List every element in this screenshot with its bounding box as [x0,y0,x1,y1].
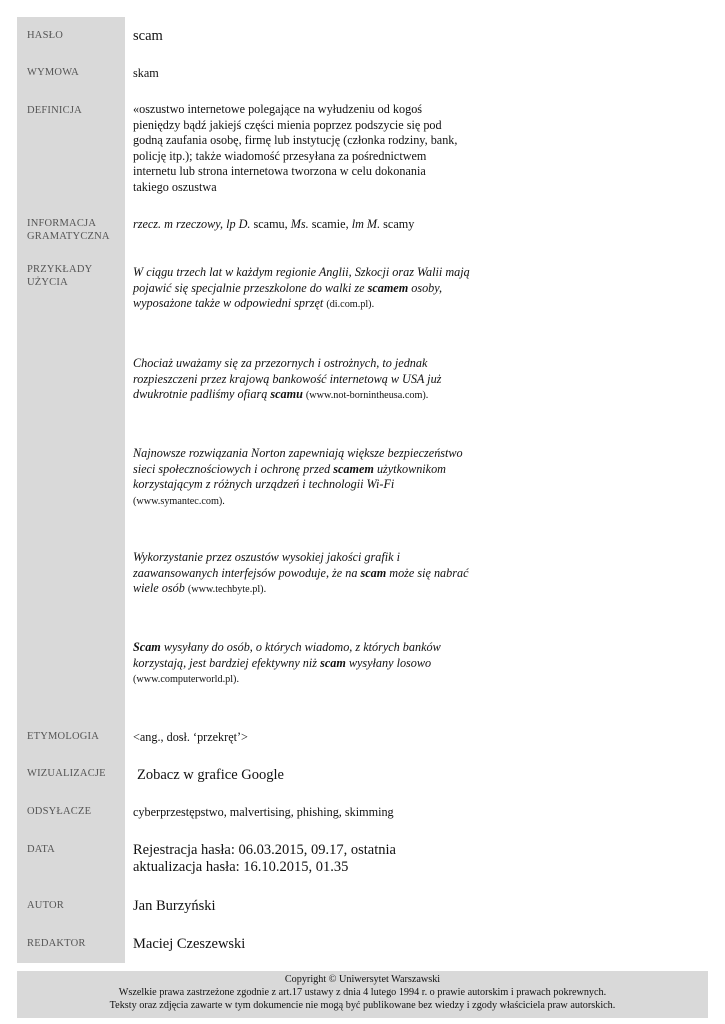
usage-example: Chociaż uważamy się za przezornych i ostrożnych, to jednak rozpieszczeni przez krajową bankowość internetową w USA już dwukrotnie padliśmy ofiarą scamu (www.not-bornintheusa.com). [133,356,442,401]
definition-text: «oszustwo internetowe polegające na wyłudzeniu od kogoś pieniędzy bądź jakiejś części mienia poprzez podszycie się pod godną zaufania osobę, firmę lub instytucję (członka rodziny, bank, policję itp.); także wiadomość przesyłana za pośrednictwem internetu lub strona internetowa tworzona w celu dokonania takiego oszustwa [133,102,458,194]
grammar-form: scamie, [308,217,352,231]
usage-example: Scam wysyłany do osób, o których wiadomo, z których banków korzystają, jest bardziej efektywny niż scam wysyłany losowo (www.computerworld.pl). [133,640,441,685]
date-line: Rejestracja hasła: 06.03.2015, 09.17, ostatnia [133,842,396,858]
grammar-form: scamu, [250,217,291,231]
label-haslo: HASŁO [27,30,64,41]
usage-example: W ciągu trzech lat w każdym regionie Anglii, Szkocji oraz Walii mają pojawić się specjalnie przeszkolone do walki ze scamem osoby, wyposażone także w odpowiedni sprzęt (di.com.pl). [133,265,470,310]
label-definicja: DEFINICJA [27,105,82,116]
example-source: (www.not-bornintheusa.com). [305,390,429,401]
author: Jan Burzyński [133,898,216,914]
label-odsylacze: ODSYŁACZE [27,806,92,817]
label-line: GRAMATYCZNA [27,231,110,242]
pronunciation: skam [133,66,159,80]
label-line: UŻYCIA [27,277,68,288]
label-data: DATA [27,844,55,855]
etymology: <ang., dosł. ‘przekręt’> [133,730,248,744]
headword: scam [133,28,163,44]
usage-example: Najnowsze rozwiązania Norton zapewniają większe bezpieczeństwo sieci społecznościowych i ochronę przed scamem użytkownikom korzystającym z różnych urządzeń i technologii Wi-Fi (www.symantec.com). [133,446,463,507]
date-line: aktualizacja hasła: 16.10.2015, 01.35 [133,859,349,875]
google-images-link[interactable]: Zobacz w grafice Google [137,767,284,783]
usage-notice-line: Teksty oraz zdjęcia zawarte w tym dokumencie nie mogą być publikowane bez wiedzy i zgody właściciela praw autorskich. [109,1000,616,1011]
label-line: PRZYKŁADY [27,264,93,275]
editor: Maciej Czeszewski [133,936,246,952]
label-przyklady-uzycia [27,263,123,289]
example-source: (www.techbyte.pl). [187,584,267,595]
copyright-footer [17,971,708,1018]
cross-references: cyberprzestępstwo, malvertising, phishing, skimming [133,805,394,819]
example-source: (www.symantec.com). [133,495,225,507]
example-source: (www.computerworld.pl). [133,674,239,685]
label-column [17,17,125,963]
label-informacja-gramatyczna [27,217,123,243]
usage-example: Wykorzystanie przez oszustów wysokiej jakości grafik i zaawansowanych interfejsów powoduje, że na scam może się nabrać wiele osób (www.techbyte.pl). [133,550,469,595]
example-source: (di.com.pl). [326,299,375,310]
label-wizualizacje: WIZUALIZACJE [27,768,106,779]
label-line: INFORMACJA [27,218,97,229]
copyright-line: Copyright © Uniwersytet Warszawski [284,974,441,985]
rights-line: Wszelkie prawa zastrzeżone zgodnie z art.17 ustawy z dnia 4 lutego 1994 r. o prawie autorskim i prawach pokrewnych. [118,987,607,998]
grammar-form: scamy [380,217,415,231]
registration-date [133,842,533,876]
label-wymowa: WYMOWA [27,67,79,78]
grammar-part: rzecz. m rzeczowy, lp D. [133,217,251,231]
label-redaktor: REDAKTOR [27,938,86,949]
label-etymologia: ETYMOLOGIA [27,731,99,742]
grammar-part: Ms. [290,217,309,231]
grammar-info [133,217,533,233]
grammar-part: lm M. [351,217,381,231]
label-autor: AUTOR [27,900,64,911]
